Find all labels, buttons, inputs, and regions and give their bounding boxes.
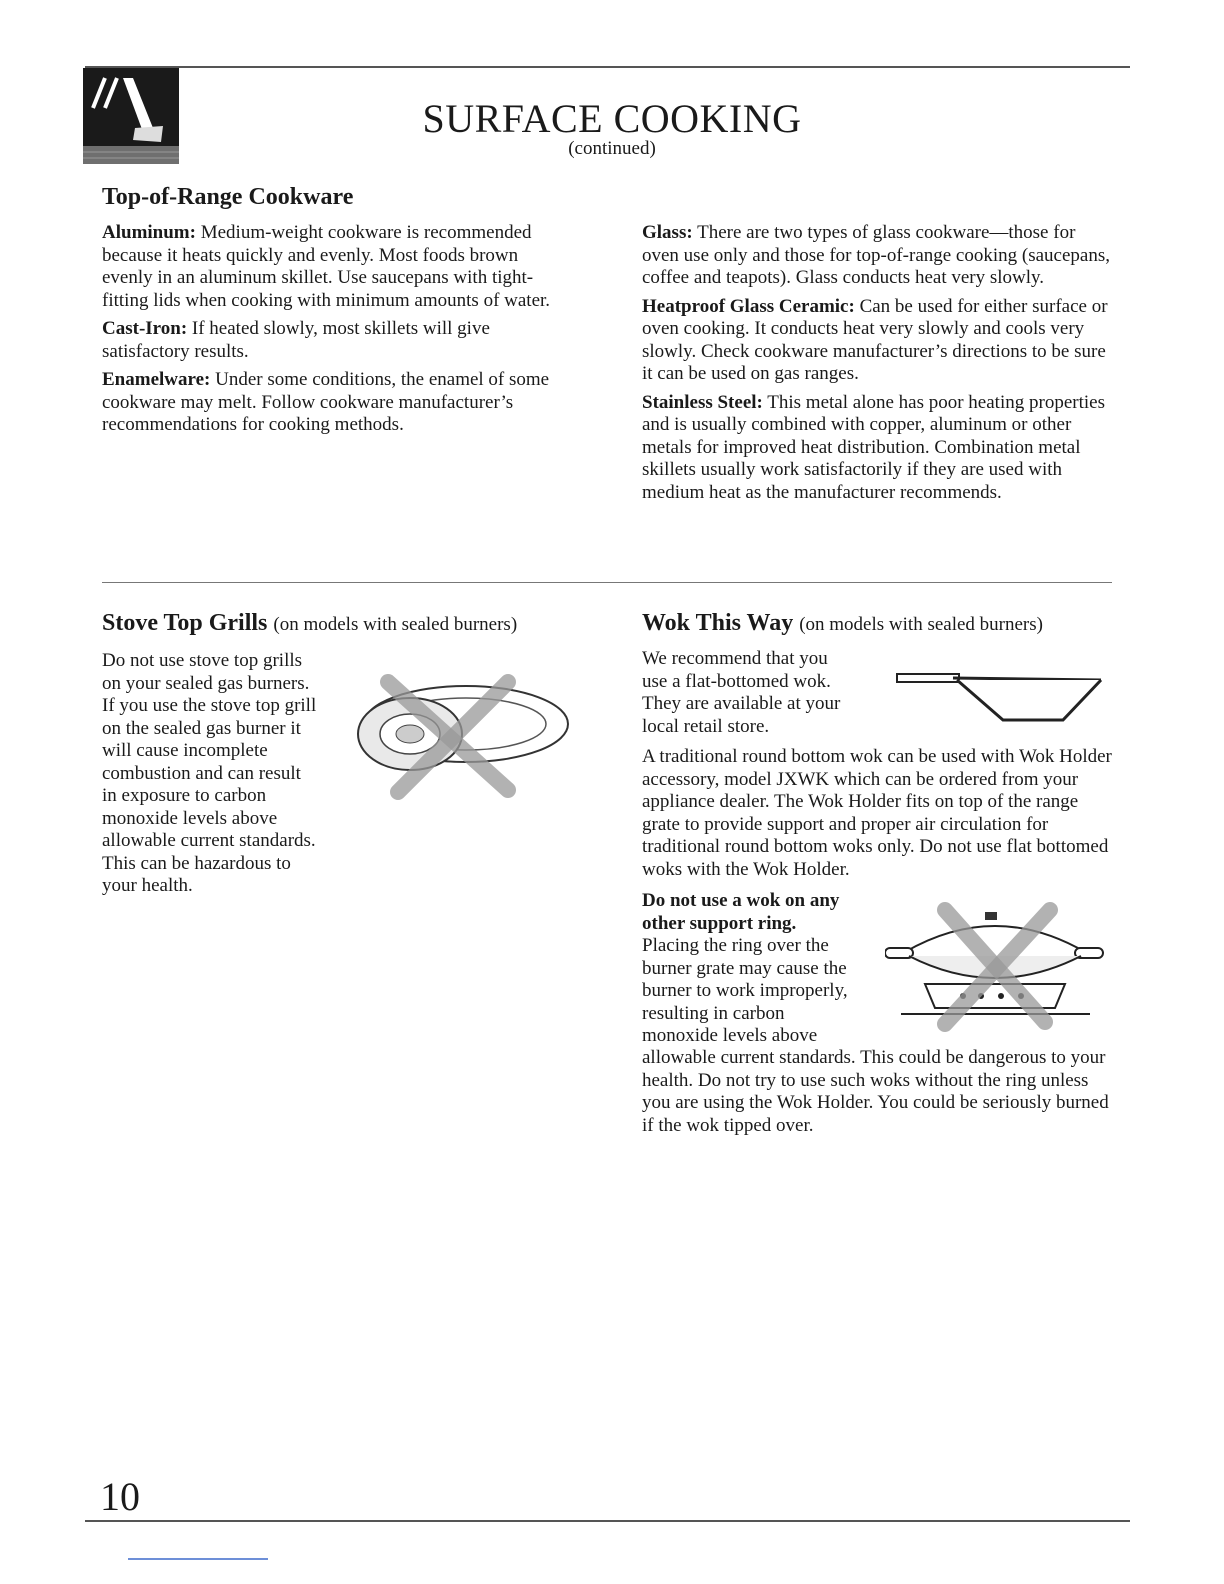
footer-rule [85, 1520, 1130, 1522]
text-line: on your sealed gas burners. [102, 672, 310, 694]
header-rule [85, 66, 1130, 68]
term-text: If heated slowly, most skillets will give satisfactory results. [102, 318, 490, 362]
cookware-right-column [642, 222, 1112, 510]
cookware-entry-glass [642, 222, 1112, 290]
text-line: They are available at your [642, 693, 841, 714]
warning-line: Do not use a wok on any [642, 890, 840, 911]
text-line: burner to work improperly, [642, 980, 848, 1001]
flat-bottom-wok-illustration [893, 668, 1105, 728]
text-line: combustion and can result [102, 762, 301, 784]
cookware-entry-cast-iron [102, 318, 572, 363]
text-line: This can be hazardous to [102, 852, 291, 874]
grills-note: (on models with sealed burners) [273, 614, 518, 635]
term-label: Enamelware: [102, 369, 211, 390]
cookware-entry-stainless-steel [642, 392, 1112, 505]
text-line: allowable current standards. [102, 830, 316, 851]
section-divider [102, 582, 1112, 583]
grills-heading: Stove Top Grills [102, 610, 268, 636]
text-line: use a flat-bottomed wok. [642, 670, 831, 692]
warning-line: other support ring. [642, 912, 797, 934]
text-line: resulting in carbon [642, 1002, 785, 1024]
text-line: will cause incomplete [102, 740, 268, 761]
text-line: We recommend that you [642, 648, 828, 669]
grills-text [102, 650, 362, 898]
wok-on-ring-illustration [885, 900, 1105, 1035]
page-subtitle: (continued) [568, 138, 656, 159]
wok-warning-rest: allowable current standards. This could be dangerous to your health. Do not try to use such woks without the ring unless you are using the Wok Holder. You could be seriously burned if the wok tipped over. [642, 1047, 1109, 1136]
text-line: local retail store. [642, 715, 770, 737]
term-text: There are two types of glass cookware—those for oven use only and those for top-of-range cooking (saucepans, coffee and teapots). Glass conducts heat very slowly. [642, 222, 1110, 288]
text-line: monoxide levels above [102, 807, 278, 829]
term-label: Aluminum: [102, 222, 196, 243]
term-label: Stainless Steel: [642, 391, 763, 413]
cookware-heading: Top-of-Range Cookware [102, 184, 354, 210]
text-line: burner grate may cause the [642, 957, 847, 979]
text-line: Placing the ring over the [642, 935, 829, 956]
section-cookware [102, 182, 353, 212]
cookware-left-column [102, 222, 572, 443]
grills-heading-row [102, 608, 602, 640]
page-title: SURFACE COOKING [422, 96, 802, 141]
term-text: Can be used for either surface or oven cooking. It conducts heat very slowly and cools very slowly. Check cookware manufacturer’s directions to be sure it can be used on gas ranges. [642, 295, 1108, 384]
cookware-entry-aluminum [102, 222, 572, 312]
term-text: This metal alone has poor heating properties and is usually combined with copper, aluminum or other metals for improved heat distribution. Combination metal skillets usually work satisfactorily if they are used with medium heat as the manufacturer recommends. [642, 391, 1105, 503]
page-number: 10 [100, 1474, 140, 1519]
text-line: your health. [102, 875, 193, 896]
wok-warning [642, 890, 892, 1048]
text-line: monoxide levels above [642, 1025, 818, 1046]
cookware-entry-glass-ceramic [642, 296, 1112, 386]
text-line: Do not use stove top grills [102, 650, 303, 671]
stove-top-grill-illustration [348, 662, 573, 802]
cookware-entry-enamelware [102, 369, 572, 437]
wok-heading: Wok This Way [642, 610, 794, 636]
term-text: Medium-weight cookware is recommended because it heats quickly and evenly. Most foods brown evenly in an aluminum skillet. Use saucepans with tight-fitting lids when cooking with minimum amounts of water. [102, 222, 551, 311]
text-line: in exposure to carbon [102, 785, 267, 806]
text-line: If you use the stove top grill [102, 695, 317, 716]
text-line: on the sealed gas burner it [102, 717, 301, 739]
wok-note: (on models with sealed burners) [799, 614, 1043, 635]
wok-intro [642, 648, 882, 738]
term-label: Heatproof Glass Ceramic: [642, 295, 855, 317]
wok-heading-row [642, 608, 1142, 640]
term-label: Cast-Iron: [102, 318, 188, 339]
wok-holder-paragraph: A traditional round bottom wok can be used with Wok Holder accessory, model JXWK which can be ordered from your appliance dealer. The Wok Holder fits on top of the range grate to provide support and proper air circulation for traditional round bottom woks only. Do not use flat bottomed woks with the Wok Holder. [642, 746, 1112, 880]
term-label: Glass: [642, 222, 693, 243]
term-text: Under some conditions, the enamel of some cookware may melt. Follow cookware manufacturer’s recommendations for cooking methods. [102, 369, 550, 435]
footer-link-underline [128, 1558, 268, 1560]
